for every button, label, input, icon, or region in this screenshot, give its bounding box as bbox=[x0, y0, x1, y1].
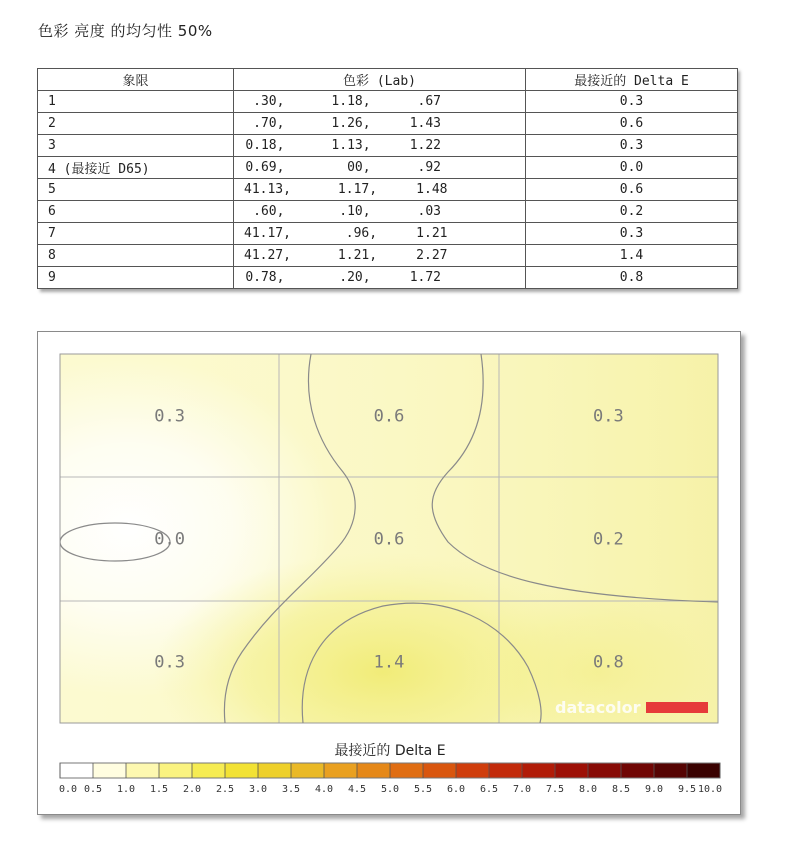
colorbar-tick-label: 3.0 bbox=[248, 784, 268, 795]
page-title: 色彩 亮度 的均匀性 50% bbox=[38, 22, 213, 40]
colorbar-tick-label: 4.0 bbox=[314, 784, 334, 795]
cell-lab: .30, 1.18, .67 bbox=[234, 91, 526, 113]
cell-delta-e: 0.3 bbox=[526, 223, 738, 245]
colorbar-tick-label: 0.5 bbox=[83, 784, 103, 795]
colorbar bbox=[60, 763, 721, 778]
colorbar-tick-label: 1.5 bbox=[149, 784, 169, 795]
colorbar-tick-label: 1.0 bbox=[116, 784, 136, 795]
cell-delta-e: 0.2 bbox=[526, 201, 738, 223]
colorbar-tick-label: 10.0 bbox=[697, 784, 723, 795]
cell-delta-e: 0.6 bbox=[526, 113, 738, 135]
colorbar-tick-label: 9.5 bbox=[677, 784, 697, 795]
table-row bbox=[38, 245, 738, 267]
colorbar-tick-label: 4.5 bbox=[347, 784, 367, 795]
cell-lab: 41.13, 1.17, 1.48 bbox=[234, 179, 526, 201]
cell-quadrant: 7 bbox=[38, 223, 234, 245]
cell-delta-e: 0.6 bbox=[526, 179, 738, 201]
results-table-container bbox=[37, 68, 737, 289]
colorbar-segment bbox=[621, 763, 655, 778]
cell-value-r1-c2: 0.6 bbox=[373, 406, 405, 427]
colorbar-segment bbox=[192, 763, 226, 778]
colorbar-segment bbox=[555, 763, 589, 778]
colorbar-segment bbox=[258, 763, 292, 778]
cell-value-r2-c3: 0.2 bbox=[592, 529, 624, 550]
table-row bbox=[38, 223, 738, 245]
colorbar-tick-label: 5.0 bbox=[380, 784, 400, 795]
cell-quadrant: 2 bbox=[38, 113, 234, 135]
cell-lab: 0.18, 1.13, 1.22 bbox=[234, 135, 526, 157]
colorbar-segment bbox=[159, 763, 193, 778]
cell-quadrant: 6 bbox=[38, 201, 234, 223]
colorbar-tick-label: 2.0 bbox=[182, 784, 202, 795]
colorbar-segment bbox=[60, 763, 94, 778]
cell-value-r3-c1: 0.3 bbox=[154, 652, 186, 673]
colorbar-tick-label: 6.5 bbox=[479, 784, 499, 795]
colorbar-tick-label: 9.0 bbox=[644, 784, 664, 795]
colorbar-tick-label: 7.0 bbox=[512, 784, 532, 795]
cell-value-r3-c3: 0.8 bbox=[592, 652, 624, 673]
watermark-datacolor: datacolor bbox=[555, 698, 641, 717]
colorbar-segment bbox=[126, 763, 160, 778]
cell-delta-e: 0.0 bbox=[526, 157, 738, 179]
colorbar-tick-label: 7.5 bbox=[545, 784, 565, 795]
colorbar-segment bbox=[324, 763, 358, 778]
colorbar-segment bbox=[489, 763, 523, 778]
colorbar-segment bbox=[654, 763, 688, 778]
colorbar-tick-labels bbox=[59, 784, 722, 795]
colorbar-tick-label: 0.0 bbox=[58, 784, 78, 795]
cell-lab: 41.27, 1.21, 2.27 bbox=[234, 245, 526, 267]
table-row bbox=[38, 91, 738, 113]
cell-value-r2-c2: 0.6 bbox=[373, 529, 405, 550]
colorbar-tick-label: 8.5 bbox=[611, 784, 631, 795]
table-row bbox=[38, 157, 738, 179]
colorbar-tick-label: 3.5 bbox=[281, 784, 301, 795]
table-row bbox=[38, 179, 738, 201]
cell-quadrant: 8 bbox=[38, 245, 234, 267]
cell-value-r1-c3: 0.3 bbox=[592, 406, 624, 427]
heatmap-chart bbox=[38, 332, 740, 814]
colorbar-tick-label: 5.5 bbox=[413, 784, 433, 795]
header-delta-e: 最接近的 Delta E bbox=[526, 69, 738, 91]
watermark-accent-bar bbox=[646, 702, 708, 713]
cell-quadrant: 5 bbox=[38, 179, 234, 201]
table-row bbox=[38, 201, 738, 223]
cell-lab: 0.78, .20, 1.72 bbox=[234, 267, 526, 289]
cell-quadrant: 1 bbox=[38, 91, 234, 113]
cell-value-r2-c1: 0.0 bbox=[154, 529, 186, 550]
colorbar-title: 最接近的 Delta E bbox=[334, 743, 446, 759]
colorbar-segment bbox=[522, 763, 556, 778]
table-row bbox=[38, 135, 738, 157]
cell-lab: .60, .10, .03 bbox=[234, 201, 526, 223]
cell-lab: .70, 1.26, 1.43 bbox=[234, 113, 526, 135]
table-row bbox=[38, 267, 738, 289]
colorbar-segment bbox=[390, 763, 424, 778]
colorbar-segment bbox=[456, 763, 490, 778]
cell-value-r3-c2: 1.4 bbox=[373, 652, 405, 673]
colorbar-segment bbox=[291, 763, 325, 778]
colorbar-segment bbox=[93, 763, 127, 778]
colorbar-segment bbox=[687, 763, 721, 778]
colorbar-tick-label: 2.5 bbox=[215, 784, 235, 795]
header-lab: 色彩 (Lab) bbox=[234, 69, 526, 91]
cell-lab: 0.69, 00, .92 bbox=[234, 157, 526, 179]
colorbar-tick-label: 6.0 bbox=[446, 784, 466, 795]
cell-quadrant: 9 bbox=[38, 267, 234, 289]
cell-delta-e: 0.8 bbox=[526, 267, 738, 289]
colorbar-segment bbox=[225, 763, 259, 778]
cell-delta-e: 1.4 bbox=[526, 245, 738, 267]
cell-quadrant: 4 (最接近 D65) bbox=[38, 157, 234, 179]
colorbar-segment bbox=[588, 763, 622, 778]
cell-lab: 41.17, .96, 1.21 bbox=[234, 223, 526, 245]
table-row bbox=[38, 113, 738, 135]
cell-delta-e: 0.3 bbox=[526, 135, 738, 157]
cell-value-r1-c1: 0.3 bbox=[154, 406, 186, 427]
header-quadrant: 象限 bbox=[38, 69, 234, 91]
colorbar-tick-label: 8.0 bbox=[578, 784, 598, 795]
cell-delta-e: 0.3 bbox=[526, 91, 738, 113]
uniformity-heatmap-figure bbox=[37, 331, 741, 815]
table-header-row bbox=[38, 69, 738, 91]
results-table bbox=[37, 68, 738, 289]
colorbar-segment bbox=[357, 763, 391, 778]
cell-quadrant: 3 bbox=[38, 135, 234, 157]
colorbar-segment bbox=[423, 763, 457, 778]
